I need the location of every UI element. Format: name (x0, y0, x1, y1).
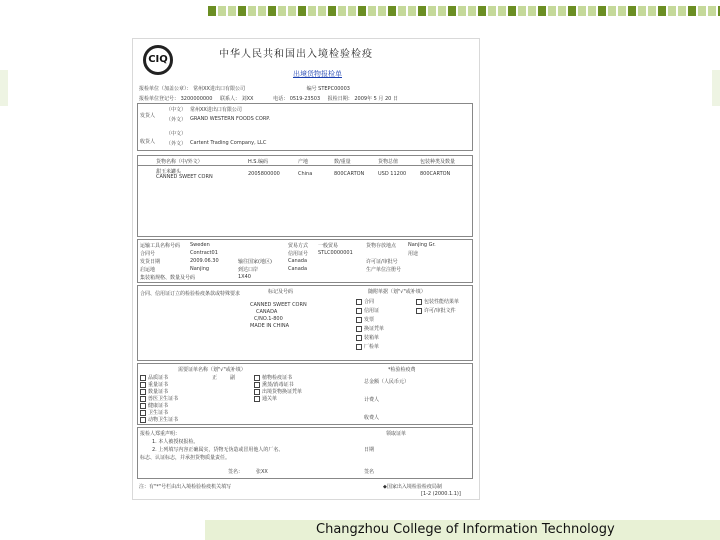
registration-line: 报检单位登记号： 3200000000 联系人： 刘XX 电话： 0519-23503 报检日期： 2009年 5 月 20 日 (139, 96, 398, 102)
decor-square (408, 6, 416, 16)
decor-square (398, 6, 406, 16)
decor-square (618, 6, 626, 16)
goods-table: 货物名称（中/外文） H.S.编码 产地 数/重量 货物总值 包装种类及数量 甜玉米罐头 CANNED SWEET CORN 2005800000 China 800CARTON USD 11200 800CARTON (137, 155, 473, 237)
cert-health[interactable]: 健康证书 (140, 402, 168, 409)
decor-square (238, 6, 246, 16)
decor-square (438, 6, 446, 16)
decor-square (208, 6, 216, 16)
decor-square (638, 6, 646, 16)
party-section: 发货人 （中文） 常州XX进出口有限公司 （外文） GRAND WESTERN FOODS CORP. 收货人 （中文） （外文） Cartent Trading Company, LLC (137, 103, 473, 151)
cert-fumigation[interactable]: 熏蒸/消毒证书 (254, 381, 294, 388)
applicant-line: 报检单位（加盖公章）： 常州XX进出口有限公司 编号 STEPC00003 (139, 86, 350, 92)
decor-square (568, 6, 576, 16)
signature: 张XX (256, 469, 268, 475)
decor-square (648, 6, 656, 16)
doc-check-packing[interactable]: 装箱单 (356, 334, 379, 341)
decor-square (538, 6, 546, 16)
decor-square (548, 6, 556, 16)
decor-square (518, 6, 526, 16)
ciq-logo-icon: CIQ (143, 45, 173, 75)
decor-square (678, 6, 686, 16)
decor-square (488, 6, 496, 16)
decor-square (468, 6, 476, 16)
issuer-note: ◆国家出入境检验检疫局制 (383, 484, 442, 490)
decor-square (258, 6, 266, 16)
decor-square (628, 6, 636, 16)
cert-exchange[interactable]: 出境货物换证凭单 (254, 388, 302, 395)
decor-square (358, 6, 366, 16)
decor-square (598, 6, 606, 16)
decor-square (708, 6, 716, 16)
decor-square (288, 6, 296, 16)
decor-square (528, 6, 536, 16)
decor-square (298, 6, 306, 16)
decor-square (458, 6, 466, 16)
doc-check-invoice[interactable]: 发票 (356, 316, 374, 323)
decor-square (318, 6, 326, 16)
doc-check-credit[interactable]: 信用证 (356, 307, 379, 314)
doc-check-permit[interactable]: 许可/审批文件 (416, 307, 456, 314)
cert-veterinary[interactable]: 兽医卫生证书 (140, 395, 178, 402)
certificates-section: 需要证单名称（划"√"或补填） 品质证书 重量证书 数量证书 兽医卫生证书 健康证书 卫生证书 动物卫生证书 植物检疫证书 熏蒸/消毒证书 出境货物换证凭单 通关单 正 副 *检验检疫费 总金额（人民币元） 计费人 收费人 (137, 363, 473, 425)
form-note: 注：有"*"号栏由出入境检验检疫机关填写 (139, 484, 232, 490)
inspection-form-document (132, 38, 480, 500)
decor-square (368, 6, 376, 16)
doc-check-factory[interactable]: 厂检单 (356, 343, 379, 350)
decor-square (248, 6, 256, 16)
decor-square (688, 6, 696, 16)
left-decor-block (0, 70, 8, 106)
decor-square (418, 6, 426, 16)
decor-square (608, 6, 616, 16)
slide-footer (0, 520, 720, 540)
decor-square (218, 6, 226, 16)
doc-check-contract[interactable]: 合同 (356, 298, 374, 305)
decor-square (428, 6, 436, 16)
decor-square (348, 6, 356, 16)
decor-square (228, 6, 236, 16)
right-decor-block (712, 70, 720, 106)
document-subtitle: 出境货物报检单 (293, 70, 342, 78)
decor-square (448, 6, 456, 16)
transport-section: 运输工具名称号码 Sweden 贸易方式 一般贸易 货物存放地点 Nanjing Gr. 合同号 Contract01 信用证号 STLC0000001 用途 发货日期 2009.06.30 输往国家(地区) Canada 许可证/审批号 启运地 Nanjing 到达口岸 Canada 生产单位注册号 集装箱规格、数量及号码 1X40 (137, 239, 473, 283)
decor-square (478, 6, 486, 16)
doc-check-exchange[interactable]: 换证凭单 (356, 325, 384, 332)
cert-weight[interactable]: 重量证书 (140, 381, 168, 388)
cert-animal[interactable]: 动物卫生证书 (140, 416, 178, 423)
cert-phyto[interactable]: 植物检疫证书 (254, 374, 292, 381)
form-code: [1-2 (2000.1.1)] (421, 491, 461, 497)
cert-customs[interactable]: 通关单 (254, 395, 277, 402)
decor-square (278, 6, 286, 16)
decor-square (558, 6, 566, 16)
cert-sanitary[interactable]: 卫生证书 (140, 409, 168, 416)
decor-square (308, 6, 316, 16)
marks-docs-section: 合同、信用证订立的检验检疫条款或特殊要求 标记及号码 CANNED SWEET CORN CANADA C/NO.1-800 MADE IN CHINA 随附单据（划"√"或补填） 合同 信用证 发票 换证凭单 装箱单 厂检单 包装性能结果单 许可/审批文件 (137, 285, 473, 361)
cert-quality[interactable]: 品质证书 (140, 374, 168, 381)
decor-square (338, 6, 346, 16)
decor-square (498, 6, 506, 16)
decor-square (388, 6, 396, 16)
top-decor-bar (0, 0, 720, 22)
decor-square (658, 6, 666, 16)
decor-square (268, 6, 276, 16)
decor-square (588, 6, 596, 16)
decor-square (578, 6, 586, 16)
doc-check-package-result[interactable]: 包装性能结果单 (416, 298, 459, 305)
cert-quantity[interactable]: 数量证书 (140, 388, 168, 395)
footer-caption: Changzhou College of Information Technology (316, 522, 615, 537)
declaration-section: 报检人郑重声明： 1. 本人被授权报检。 2. 上列填写内容正确属实，货物无伪造或冒用他人的厂名、 标志、认证标志，并承担货物质量责任。 签名： 张XX 领取证单 日期 签名 (137, 427, 473, 479)
decor-square (698, 6, 706, 16)
decor-square (378, 6, 386, 16)
decor-square (508, 6, 516, 16)
decor-square (668, 6, 676, 16)
decor-square (328, 6, 336, 16)
document-title: 中华人民共和国出入境检验检疫 (219, 49, 373, 60)
